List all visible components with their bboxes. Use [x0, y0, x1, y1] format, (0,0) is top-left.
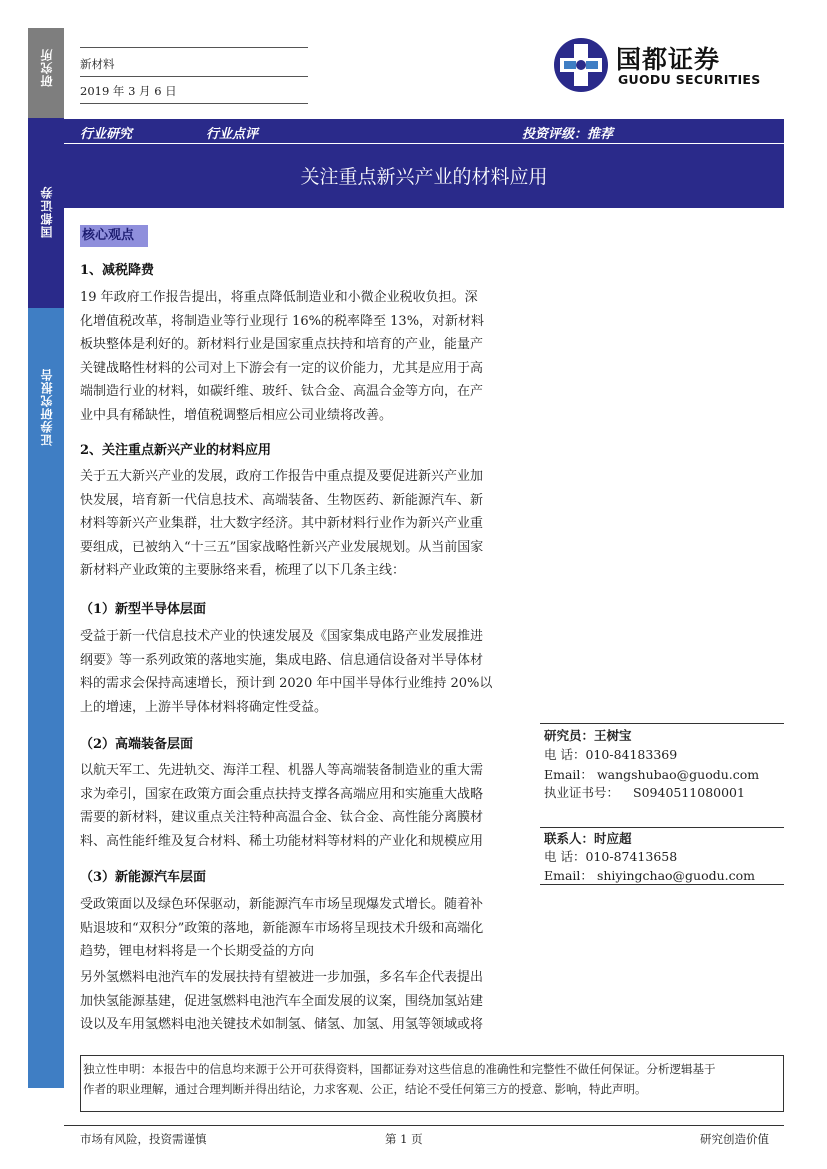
contact-email: [544, 866, 755, 884]
header-rule-bottom: [80, 103, 308, 104]
text-line: 业中具有稀缺性，增值税调整后相应公司业绩将改善。: [80, 407, 393, 423]
phone-label: 电 话：: [544, 849, 586, 864]
footer-rule: [64, 1125, 784, 1126]
paragraph-tax-cut: [80, 286, 530, 428]
footer-slogan: 研究创造价值: [700, 1132, 769, 1146]
sidebar-gray-block: [28, 28, 64, 118]
report-category: 新材料: [80, 57, 115, 71]
text-line: 需要的新材料，建议重点关注特种高温合金、钛合金、高性能分离膜材: [80, 810, 484, 826]
heading-tax-cut: 1、减税降费: [80, 263, 155, 278]
contact-phone: [544, 847, 677, 865]
text-line: 求为牵引，国家在政策方面会重点扶持支撑各高端应用和实施重大战略: [80, 786, 484, 802]
logo-wordmark-cn: 国都证券: [616, 45, 721, 74]
text-line: 受政策面以及绿色环保驱动，新能源汽车市场呈现爆发式增长。随着补: [80, 897, 484, 912]
text-line: 要组成，已被纳入“十三五”国家战略性新兴产业发展规划。从当前国家: [80, 539, 484, 555]
email-label: Email：: [544, 868, 593, 883]
nav-divider: [64, 143, 784, 144]
heading-high-end-equipment: （2）高端装备层面: [80, 737, 194, 752]
text-line: 化增值税改革，将制造业等行业现行 16%的税率降至 13%，对新材料: [80, 313, 485, 329]
email-value[interactable]: shiyingchao@guodu.com: [596, 868, 756, 883]
footer-page-number: 第 1 页: [385, 1132, 423, 1146]
heading-emerging-industries: 2、关注重点新兴产业的材料应用: [80, 443, 272, 458]
text-line: 受益于新一代信息技术产业的快速发展及《国家集成电路产业发展推进: [80, 629, 484, 644]
report-date: 2019 年 3 月 6 日: [80, 84, 177, 98]
text-line: 关于五大新兴产业的发展，政府工作报告中重点提及要促进新兴产业加: [80, 469, 484, 484]
sidebar-blue-block: [28, 308, 64, 1088]
text-line: 关键战略性材料的公司对上下游会有一定的议价能力，尤其是应用于高: [80, 360, 484, 376]
text-line: 设以及车用氢燃料电池关键技术如制氢、储氢、加氢、用氢等领域或将: [80, 1017, 484, 1033]
disclaimer-line: 作者的职业理解，通过合理判断并得出结论，力求客观、公正，结论不受任何第三方的授意、影响，特此声明。: [83, 1082, 647, 1096]
sidebar-label-company: 国都证券: [40, 186, 54, 238]
text-line: 快发展，培育新一代信息技术、高端装备、生物医药、新能源汽车、新: [80, 492, 484, 508]
nav-industry-comment: 行业点评: [206, 127, 259, 142]
paragraph-semiconductor: [80, 625, 530, 719]
cert-label: 执业证书号：: [544, 785, 620, 800]
phone-value: 010-84183369: [585, 747, 678, 762]
guodu-logo-icon: [552, 36, 610, 94]
text-line: 料的需求会保持高速增长，预计到 2020 年中国半导体行业维持 20%以: [80, 676, 493, 692]
text-line: 上的增速，上游半导体材料将确定性受益。: [80, 699, 328, 715]
text-line: 以航天军工、先进轨交、海洋工程、机器人等高端装备制造业的重大需: [80, 763, 484, 778]
email-label: Email：: [544, 767, 593, 782]
paragraph-new-energy-vehicle: [80, 893, 530, 964]
email-value[interactable]: wangshubao@guodu.com: [596, 767, 760, 782]
independence-disclaimer: [80, 1055, 784, 1112]
paragraph-hydrogen: [80, 966, 530, 1037]
text-line: 材料等新兴产业集群，壮大数字经济。其中新材料行业作为新兴产业重: [80, 516, 484, 532]
text-line: 端制造行业的材料，如碳纤维、玻纤、钛合金、高温合金等方向，在产: [80, 384, 484, 400]
sidebar-label-research: 研究所: [40, 48, 54, 87]
heading-semiconductor: （1）新型半导体层面: [80, 602, 207, 617]
nav-industry-research: 行业研究: [80, 127, 133, 142]
analyst-rule: [540, 723, 784, 724]
text-line: 新材料产业政策的主要脉络来看，梳理了以下几条主线：: [80, 563, 406, 579]
phone-value: 010-87413658: [585, 849, 678, 864]
analyst-email: [544, 765, 759, 783]
page-title: 关注重点新兴产业的材料应用: [300, 166, 548, 188]
text-line: 趋势，锂电材料将是一个长期受益的方向: [80, 944, 315, 960]
header-rule-mid: [80, 76, 308, 77]
disclaimer-line: 独立性申明：本报告中的信息均来源于公开可获得资料，国都证券对这些信息的准确性和完整性不做任何保证。分析逻辑基于: [83, 1062, 716, 1076]
analyst-title: 研究员：王树宝: [544, 728, 632, 743]
text-line: 料、高性能纤维及复合材料、稀土功能材料等材料的产业化和规模应用: [80, 833, 484, 849]
phone-label: 电 话：: [544, 747, 586, 762]
paragraph-emerging-industries: [80, 465, 530, 583]
contact-rule-top: [540, 827, 784, 828]
sidebar-navy-block: [28, 118, 64, 308]
analyst-cert: [544, 783, 745, 801]
text-line: 贴退坡和“双积分”政策的落地，新能源车市场将呈现技术升级和高端化: [80, 920, 484, 936]
heading-new-energy-vehicle: （3）新能源汽车层面: [80, 870, 207, 885]
contact-title: 联系人：时应超: [544, 831, 632, 846]
text-line: 加快氢能源基建，促进氢燃料电池汽车全面发展的议案，围绕加氢站建: [80, 993, 484, 1009]
core-view-tag: 核心观点: [80, 225, 148, 247]
header-rule-top: [80, 47, 308, 48]
text-line: 纲要》等一系列政策的落地实施，集成电路、信息通信设备对半导体材: [80, 652, 484, 668]
contact-rule-bottom: [540, 884, 784, 885]
sidebar-label-report: 证券研究报告: [40, 368, 54, 446]
analyst-phone: [544, 745, 677, 763]
nav-investment-rating: 投资评级：推荐: [522, 127, 614, 142]
cert-value: S0940511080001: [633, 785, 745, 800]
text-line: 另外氢燃料电池汽车的发展扶持有望被进一步加强，多名车企代表提出: [80, 970, 484, 985]
paragraph-high-end-equipment: [80, 759, 530, 853]
text-line: 板块整体是利好的。新材料行业是国家重点扶持和培育的产业，能量产: [80, 337, 484, 353]
logo-wordmark-en: GUODU SECURITIES: [618, 72, 761, 87]
text-line: 19 年政府工作报告提出，将重点降低制造业和小微企业税收负担。深: [80, 290, 478, 305]
footer-risk-note: 市场有风险，投资需谨慎: [80, 1132, 207, 1146]
